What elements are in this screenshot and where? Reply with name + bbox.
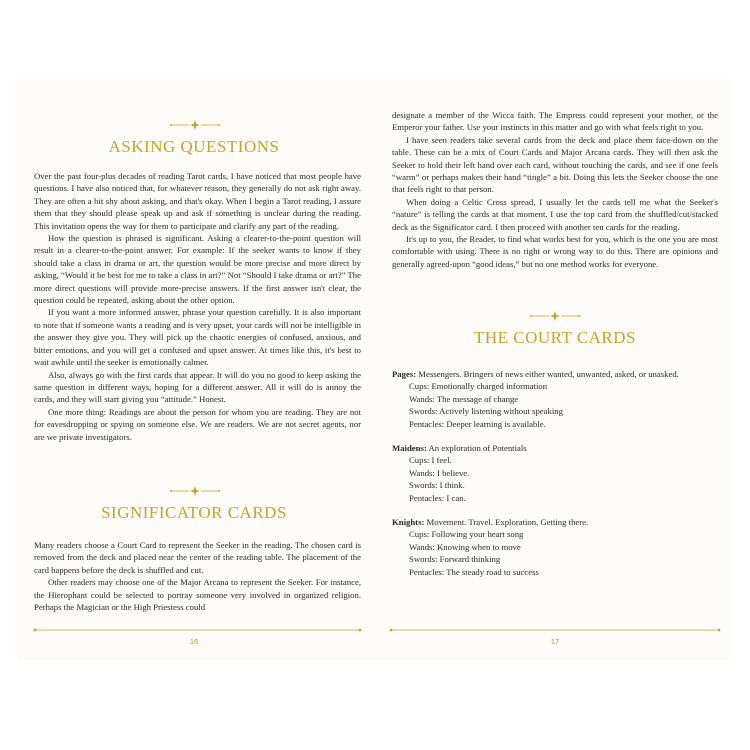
asking-questions-body [34, 170, 361, 443]
paragraph: I have seen readers take several cards from the deck and place them face-down on the table. These can be a mix of Court Cards and Major Arcana cards. They will then ask the Seeker to hold their left hand over each card, without touching the cards, and see if one feels “warm” or perhaps makes their hand “tingle” a bit. Doing this lets the Seeker choose the one that feels right to that person. [392, 134, 718, 195]
court-heading-line [392, 516, 718, 528]
court-heading-line [392, 368, 718, 380]
footer-rule [32, 626, 363, 634]
suit-line: Wands: I believe. [409, 467, 470, 478]
paragraph: designate a member of the Wicca faith. The Empress could represent your mother, or the Emperor your father. Use your instincts in this matter and go with what feels right to you. [392, 110, 718, 133]
court-description: Movement. Travel. Exploration. Getting there. [424, 517, 589, 528]
suit-line: Cups: Following your heart song [409, 529, 524, 540]
court-label: Pages: [392, 369, 417, 379]
significator-cards-heading: SIGNIFICATOR CARDS [101, 503, 287, 522]
suit-line: Pentacles: I can. [409, 492, 466, 503]
page-number: 17 [550, 637, 560, 646]
page-number: 16 [189, 637, 199, 646]
court-description: Messengers. Bringers of news either wanted, unwanted, asked, or unasked. [416, 369, 679, 379]
paragraph: When doing a Celtic Cross spread, I usually let the cards tell me what the Seeker's “nature” is telling the cards at that moment. I use the top card from the shuffled/cut/stacked deck as the Significator card. I then proceed with another ten cards for the reading. [392, 196, 718, 232]
paragraph: Over the past four-plus decades of reading Tarot cards, I have noticed that most people have questions. I have also noticed that, for whatever reason, they generally do not ask right away. They are often a bit shy about asking, and that's okay. When I begin a Tarot reading, I assure them that they should please speak up and ask if something is unclear during the reading. This invitation opens the way for them to participate and clarify any part of the reading. [34, 171, 361, 231]
court-cards-heading: THE COURT CARDS [473, 328, 637, 347]
court-group-pages [392, 368, 718, 430]
suit-line: Pentacles: Deeper learning is available. [409, 418, 546, 429]
suit-line: Swords: Forward thinking [409, 554, 501, 565]
paragraph: How the question is phrased is significant. Asking a clearer-to-the-point question will result in a clearer-to-the-point answer. For example: If the seeker wants to know if they should take a class in drama or art, the question would be more precise and more direct by asking, “Would it be best for me to take a class in art?” Not “Should I take drama or art?” The more direct questions will provide more-precise answers. If the first answer isn't clear, the question could be repeated, asking about the other option. [34, 233, 361, 306]
paragraph: It's up to you, the Reader, to find what works best for you, which is the one you are most comfortable with using. There is no right or wrong way to do this. There are opinions and generally agreed-upon “good ideas,” but no one method works for everyone. [392, 234, 718, 269]
paragraph: Also, always go with the first cards that appear. It will do you no good to keep asking the same question in different ways, hoping for a different answer. All it will do is annoy the cards, and they will start giving you “attitude.” Honest. [34, 369, 361, 405]
suit-line: Cups: I feel. [409, 455, 452, 466]
paragraph: Many readers choose a Court Card to represent the Seeker in the reading. The chosen card is removed from the deck and placed near the center of the reading table. The placement of the card happens before the deck is shuffled and cut. [34, 540, 361, 575]
star-ornament-icon [169, 120, 221, 130]
continued-body [392, 109, 718, 270]
book-spread [18, 80, 732, 660]
court-label: Maidens: [392, 443, 427, 454]
court-group-knights [392, 516, 718, 578]
suit-line: Swords: Actively listening without speaking [409, 406, 563, 417]
suit-line: Cups: Emotionally charged information [409, 381, 548, 392]
paragraph: One more thing: Readings are about the person for whom you are reading. They are not for eavesdropping or spying on someone else. We are readers. We are not secret agents, nor are we private investigators. [34, 406, 361, 442]
court-heading-line [392, 442, 718, 454]
court-label: Knights: [392, 517, 425, 528]
suit-line: Wands: Knowing when to move [409, 541, 521, 552]
court-group-maidens [392, 442, 718, 504]
left-page [18, 80, 370, 660]
right-page [380, 80, 732, 660]
asking-questions-heading: ASKING QUESTIONS [108, 137, 280, 156]
paragraph: If you want a more informed answer, phrase your question carefully. It is also important to note that if someone wants a reading and is very upset, your cards will not be intelligible in the answer they give you. They will pick up the chaotic energies of confused, anxious, and bitter emotions, and you will get a confused and upset answer. At times like this, it's best to wait awhile until the seeker is emotionally calmer. [34, 307, 361, 368]
court-cards-list [392, 368, 718, 578]
suit-line: Pentacles: The steady road to success [409, 566, 539, 577]
star-ornament-icon [529, 311, 581, 321]
court-description: An exploration of Potentials [426, 443, 527, 454]
star-ornament-icon [169, 486, 221, 496]
paragraph: Other readers may choose one of the Major Arcana to represent the Seeker. For instance, the Hierophant could be selected to portray someone very involved in organized religion. Perhaps the Magician or the High Priestess could [34, 577, 361, 613]
significator-body [34, 539, 361, 613]
suit-line: Swords: I think. [409, 480, 465, 491]
suit-line: Wands: The message of change [409, 393, 519, 404]
footer-rule [388, 626, 722, 634]
